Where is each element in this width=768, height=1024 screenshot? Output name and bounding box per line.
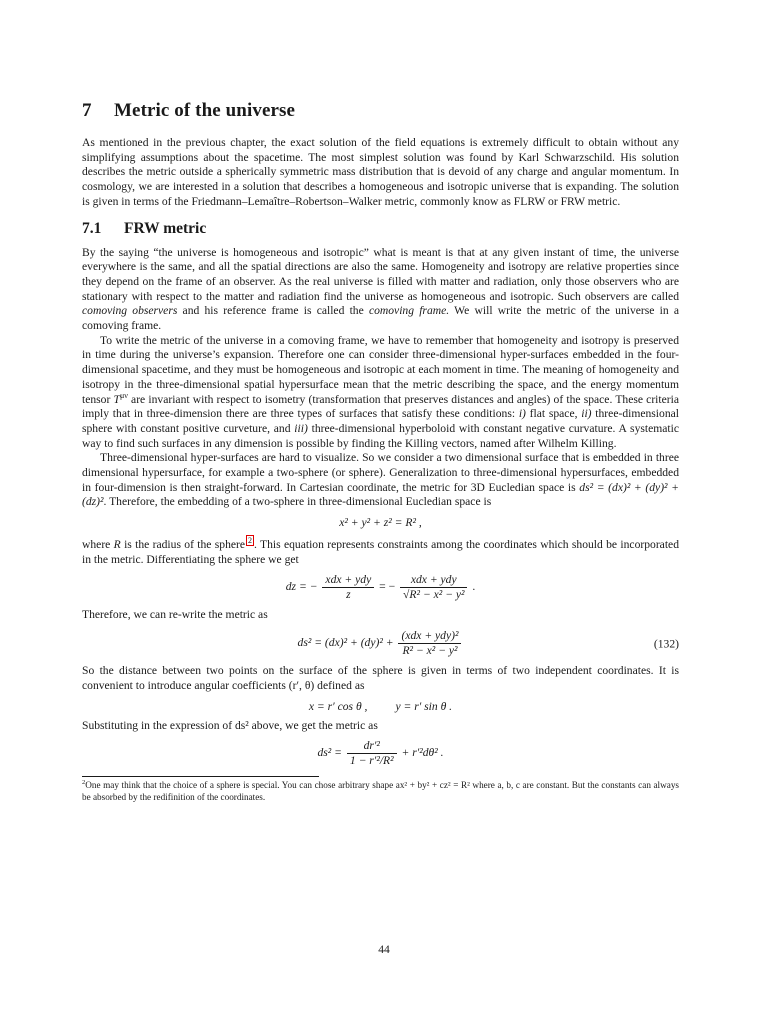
term-comoving-observers: comoving observers	[82, 304, 178, 318]
paragraph-rewrite: Therefore, we can re-write the metric as	[82, 608, 268, 622]
section-number: 7	[82, 100, 92, 121]
intro-paragraph: As mentioned in the previous chapter, the exact solution of the field equations is extremely difficult to obtain without any simplifying assumptions about the spacetime. The most simplest solution was found by Karl Schwarzschild. His solution describes the metric outside a spherically symmetric mass distribution that is devoid of any charge and angular momentum. In cosmology, we are interested in a solution that describes a homogeneous and isotropic universe that is expanding. The solution is given in terms of the Friedmann–Lemaître–Robertson–Walker metric, commonly know as FLRW or FRW metric.	[82, 136, 679, 208]
paragraph-constraint: where R is the radius of the sphere 2 . This equation represents constraints among the coordinates which should be incorporated in the metric. Differentiating the sphere we get	[82, 536, 679, 566]
inline-metric: ds² = (dx)² + (dy)² + (dz)²	[82, 480, 679, 509]
paragraph-hypersurfaces: To write the metric of the universe in a comoving frame, we have to remember that homogeneity and isotropy is preserved in time during the universe’s expansion. Therefore one can consider three-dimensional hyper-surfaces embedded in the four-dimensional spacetime, and they must be homogeneous and isotropic at each moment in time. The meaning of homogeneity and isotropy in the three-dimensional spatial hypersurface mean that the metric describing the space, and the energy momentum tensor $T^{\mu\nu}$ are invariant with respect to isometry (transformation that preserves distances and angles) of the space. These criteria imply that in three-dimension there are three types of surfaces that satisfy these conditions: i) flat space, ii) three-dimensional sphere with constant positive curveture, and iii) three-dimensional hyperboloid with constant negative curvature. A systematic way to find such surfaces in any dimension is possible by finding the Killing vectors, named after Wilhelm Killing.	[82, 333, 680, 450]
section-heading	[82, 100, 679, 122]
fraction: $\frac{\text{xdx + ydy}}{\text{√R² − x² − y²}}$	[400, 573, 467, 602]
equation-sphere: x² + y² + z² = R² ,	[339, 516, 422, 530]
equation-number: (132)	[653, 637, 679, 651]
paragraph-substituting: Substituting in the expression of ds² above, we get the metric as	[82, 718, 378, 732]
footnote-link[interactable]: 2	[248, 536, 253, 546]
subsection-heading	[82, 220, 679, 238]
page-number: 44	[378, 943, 390, 956]
term-comoving-frame: comoving frame.	[368, 304, 450, 318]
subsection-title: FRW metric	[124, 219, 207, 237]
fraction: $\frac{\text{xdx + ydy}}{z}$	[322, 573, 374, 602]
section-title: Metric of the universe	[114, 100, 296, 121]
paper-page	[82, 100, 679, 803]
equation-dz: dz = − $\frac{\text{xdx + ydy}}{z}$ = − $\frac{\text{xdx + ydy}}{\text{√R² − x² − y²}}$ .	[285, 573, 476, 602]
paragraph-distance: So the distance between two points on the surface of the sphere is given in terms of two independent coordinates. It is convenient to introduce angular coefficients (r′, θ) defined as	[82, 664, 679, 692]
equation-132: ds² = (dx)² + (dy)² + $\frac{\text{(xdx + ydy)²}}{\text{R² − x² − y²}}$ (132)	[297, 629, 679, 658]
subsection-number: 7.1	[82, 219, 102, 237]
footnote	[82, 780, 679, 803]
footnote-divider	[82, 776, 319, 777]
equation-final-metric: ds² = $\frac{\text{dr′²}}{\text{1 − r′²/R²}}$ + r′²dθ² .	[317, 739, 444, 768]
footnote-mark: 2	[82, 779, 86, 787]
paragraph-two-sphere: Three-dimensional hyper-surfaces are hard to visualize. So we consider a two dimensional surface that is embedded in three dimensional hypersurface, for example a two-sphere (or sphere). Generalization to three-dimensional hypersurfaces, embedded in four-dimension is then straight-forward. In Cartesian coordinate, the metric for 3D Eucledian space is ds² = (dx)² + (dy)² + (dz)². Therefore, the embedding of a two-sphere in three-dimensional Eucledian space is	[82, 451, 679, 509]
fraction: $\frac{\text{dr′²}}{\text{1 − r′²/R²}}$	[347, 739, 397, 768]
footnote-text: One may think that the choice of a sphere is special. You can chose arbitrary shape ax² + by² + cz² = R² where a, b, c are constant. But the constants can always be absorbed by the redifinition of the coordinates.	[82, 780, 679, 802]
equation-polar: x = r′ cos θ , y = r′ sin θ .	[308, 699, 453, 713]
fraction: $\frac{\text{(xdx + ydy)²}}{\text{R² − x² − y²}}$	[398, 629, 461, 658]
tensor-symbol: T	[113, 392, 120, 406]
paragraph-homogeneity: By the saying “the universe is homogeneous and isotropic” what is meant is that at any given instant of time, the universe everywhere is the same, and all the spatial directions are also the same. Homogeneity and isotropy are relative properties since they depend on the frame of an observer. As the real universe is filled with matter and radiation, only those observers who are stationary with respect to the matter and radiation find the universe as homogeneous and isotropic. Such observers are called comoving observers and his reference frame is called the comoving frame. We will write the metric of the universe in a comoving frame.	[82, 245, 679, 333]
